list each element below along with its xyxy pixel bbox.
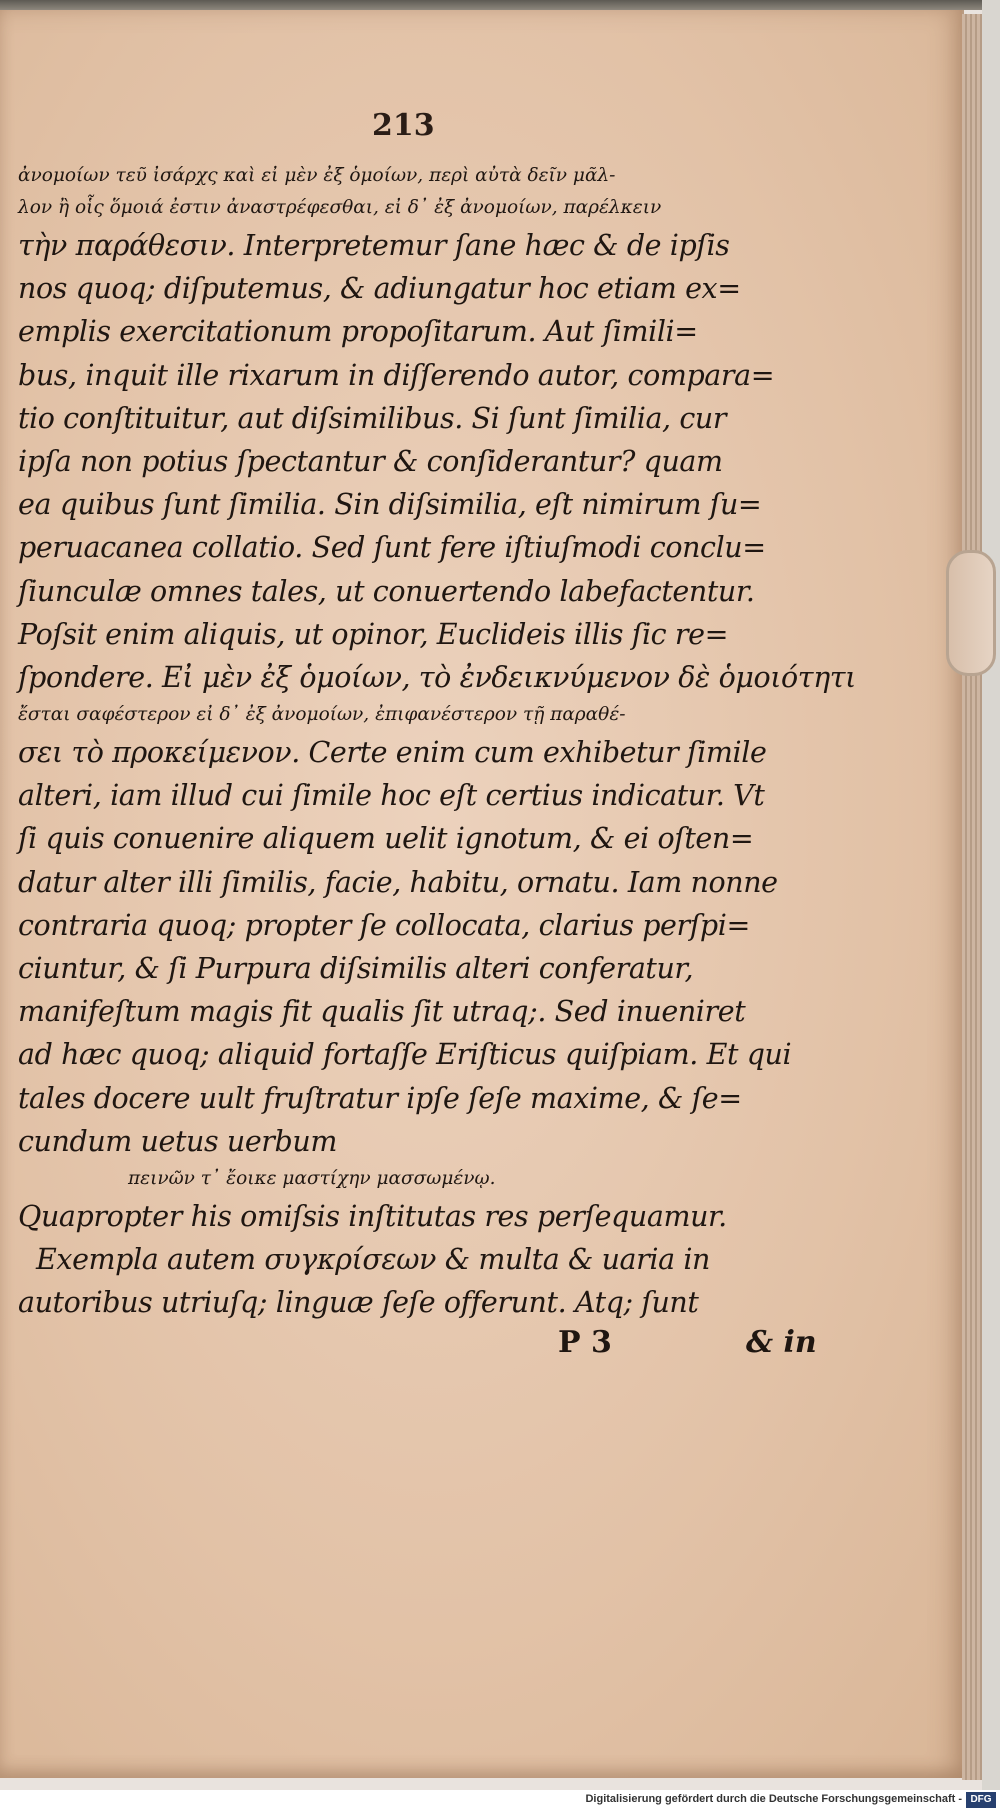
text-line: tales docere uult fruſtratur ipſe ſeſe maxime, & ſe= xyxy=(18,1081,742,1115)
page-stack-edge xyxy=(962,14,982,1780)
text-line: autoribus utriuſq; linguæ ſeſe offerunt. Atq; ſunt xyxy=(18,1286,699,1320)
text-line: ſi quis conuenire aliquem uelit ignotum, & ei oſten= xyxy=(18,822,754,856)
book-clasp xyxy=(946,550,996,676)
text-line: datur alter illi ſimilis, facie, habitu, ornatu. Iam nonne xyxy=(18,865,778,899)
text-line: τὴν παράθεσιν. Interpretemur ſane hæc & de ipſis xyxy=(18,229,730,262)
text-line: contraria quoq; propter ſe collocata, clarius perſpi= xyxy=(18,908,750,942)
text-line: nos quoq; diſputemus, & adiungatur hoc etiam ex= xyxy=(18,272,741,306)
text-line: Quapropter his omiſsis inſtitutas res perſequamur. xyxy=(18,1199,727,1233)
verse-line: πεινῶν τ᾽ ἔοικε μαστίχην μασσωμένῳ. xyxy=(128,1167,496,1189)
text-line: peruacanea collatio. Sed ſunt fere iſtiuſmodi conclu= xyxy=(18,531,766,565)
digitization-footer xyxy=(0,1790,1000,1811)
signature-mark: P 3 xyxy=(558,1324,612,1360)
text-line: ad hæc quoq; aliquid fortaſſe Eriſticus quiſpiam. Et qui xyxy=(18,1038,792,1072)
text-line: σει τὸ προκείμενον. Certe enim cum exhibetur ſimile xyxy=(18,736,767,770)
text-line: λον ἢ οἷς ὅμοιά ἐστιν ἀναστρέφεσθαι, εἰ δ᾽ ἐξ ἀνομοίων, παρέλκειν xyxy=(18,197,662,218)
dfg-logo: DFG xyxy=(966,1792,996,1808)
signature-line xyxy=(18,1325,826,1368)
text-line: ἔσται σαφέστερον εἰ δ᾽ ἐξ ἀνομοίων, ἐπιφανέστερον τῇ παραθέ- xyxy=(18,704,626,726)
text-line: cundum uetus uerbum xyxy=(18,1124,337,1158)
page-number: 213 xyxy=(372,108,435,143)
text-line: ſiunculæ omnes tales, ut conuertendo labefactentur. xyxy=(18,574,755,608)
text-line: ſpondere. Εἰ μὲν ἐξ ὁμοίων, τὸ ἐνδεικνύμενον δὲ ὁμοιότητι xyxy=(18,660,856,694)
text-line: tio conſtituitur, aut diſsimilibus. Si ſunt ſimilia, cur xyxy=(18,401,727,435)
catchword: & in xyxy=(746,1324,817,1360)
text-line: alteri, iam illud cui ſimile hoc eſt certius indicatur. Vt xyxy=(18,779,765,813)
text-line: Poſsit enim aliquis, ut opinor, Euclideis illis ſic re= xyxy=(18,617,729,651)
text-line: ea quibus ſunt ſimilia. Sin diſsimilia, eſt nimirum ſu= xyxy=(18,488,762,522)
scan-right-margin xyxy=(982,0,1000,1790)
text-line: manifeſtum magis fit qualis ſit utraq;. Sed inueniret xyxy=(18,995,746,1029)
text-line: ἀνομοίων τεῦ ἰσάρχς καὶ εἰ μὲν ἐξ ὁμοίων, περὶ αὐτὰ δεῖν μᾶλ- xyxy=(18,165,616,186)
body-text xyxy=(18,160,856,1368)
text-line: emplis exercitationum propoſitarum. Aut ſimili= xyxy=(18,315,698,349)
text-line: ciuntur, & ſi Purpura diſsimilis alteri conferatur, xyxy=(18,952,694,985)
paragraph-start: Exempla autem συγκρίσεων & multa & uaria in xyxy=(36,1243,710,1277)
book-top-edge xyxy=(0,0,1000,10)
text-line: bus, inquit ille rixarum in diſſerendo autor, compara= xyxy=(18,358,775,392)
text-line: ipſa non potius ſpectantur & conſiderantur? quam xyxy=(18,444,723,478)
funding-notice: Digitalisierung gefördert durch die Deutsche Forschungsgemeinschaft - xyxy=(585,1793,962,1805)
